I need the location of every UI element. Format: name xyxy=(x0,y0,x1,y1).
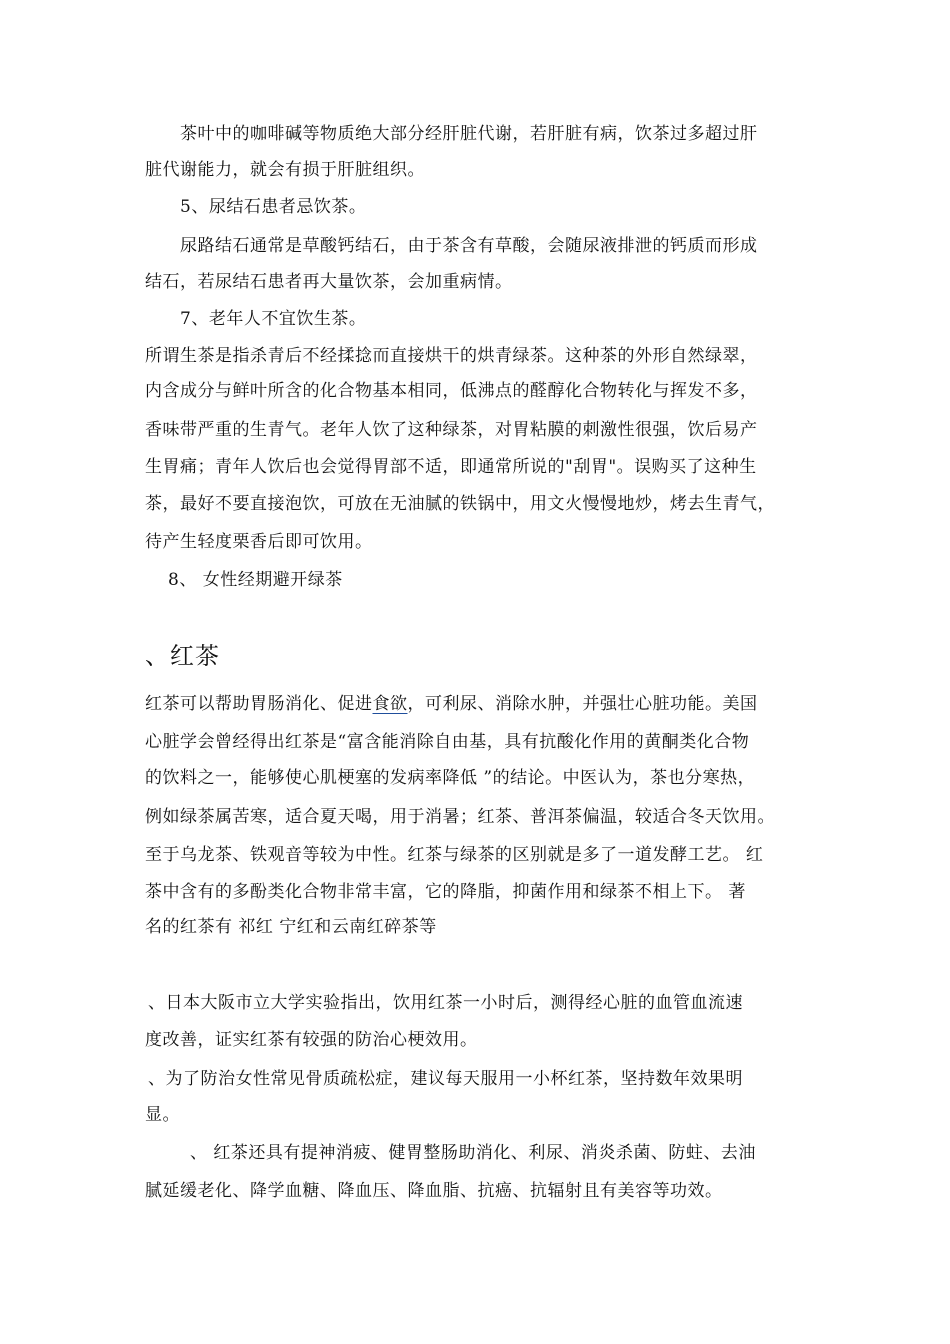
paragraph-line: 所谓生茶是指杀青后不经揉捻而直接烘干的烘青绿茶。这种茶的外形自然绿翠， xyxy=(145,346,758,366)
paragraph-line: 例如绿茶属苦寒，适合夏天喝，用于消暑；红茶、普洱茶偏温，较适合冬天饮用。 xyxy=(145,807,775,827)
paragraph-line: 的饮料之一，能够使心肌梗塞的发病率降低 ”的结论。中医认为，茶也分寒热， xyxy=(145,768,756,788)
food-appetite-link[interactable]: 食欲 xyxy=(372,694,408,714)
paragraph-line: 茶中含有的多酚类化合物非常丰富，它的降脂，抑菌作用和绿茶不相上下。 著 xyxy=(145,882,746,902)
paragraph-line: 名的红茶有 祁红 宁红和云南红碎茶等 xyxy=(145,917,437,937)
text-segment: ，可利尿、消除水肿，并强壮心脏功能。美国 xyxy=(407,694,758,714)
paragraph-line: 腻延缓老化、降学血糖、降血压、降血脂、抗癌、抗辐射且有美容等功效。 xyxy=(145,1181,723,1201)
section-heading: 、红茶 xyxy=(145,642,220,670)
paragraph-line: 待产生轻度栗香后即可饮用。 xyxy=(145,532,373,552)
paragraph-line xyxy=(145,693,810,715)
list-item-8: 8、 女性经期避开绿茶 xyxy=(168,570,343,590)
list-item-5: 5、尿结石患者忌饮茶。 xyxy=(180,197,367,217)
paragraph-line: 香味带严重的生青气。老年人饮了这种绿茶，对胃粘膜的刺激性很强，饮后易产 xyxy=(145,420,758,440)
text-segment: 红茶可以帮助胃肠消化、促进 xyxy=(145,694,373,714)
paragraph-line: 生胃痛；青年人饮后也会觉得胃部不适，即通常所说的"刮胃"。误购买了这种生 xyxy=(145,457,757,477)
paragraph-line: 、 红茶还具有提神消疲、健胃整肠助消化、利尿、消炎杀菌、防蛀、去油 xyxy=(190,1143,756,1163)
paragraph-line: 茶叶中的咖啡碱等物质绝大部分经肝脏代谢，若肝脏有病，饮茶过多超过肝 xyxy=(180,124,758,144)
paragraph-line: 结石，若尿结石患者再大量饮茶，会加重病情。 xyxy=(145,272,513,292)
list-item-7: 7、老年人不宜饮生茶。 xyxy=(180,309,367,329)
paragraph-line: 、日本大阪市立大学实验指出，饮用红茶一小时后，测得经心脏的血管血流速 xyxy=(148,993,743,1013)
paragraph-line: 茶，最好不要直接泡饮，可放在无油腻的铁锅中，用文火慢慢地炒，烤去生青气， xyxy=(145,494,775,514)
paragraph-line: 尿路结石通常是草酸钙结石，由于茶含有草酸，会随尿液排泄的钙质而形成 xyxy=(180,236,758,256)
paragraph-line: 内含成分与鲜叶所含的化合物基本相同，低沸点的醛醇化合物转化与挥发不多， xyxy=(145,381,758,401)
paragraph-line: 显。 xyxy=(145,1105,180,1125)
paragraph-line: 、为了防治女性常见骨质疏松症，建议每天服用一小杯红茶，坚持数年效果明 xyxy=(148,1069,743,1089)
paragraph-line: 度改善，证实红茶有较强的防治心梗效用。 xyxy=(145,1030,478,1050)
paragraph-line: 至于乌龙茶、铁观音等较为中性。红茶与绿茶的区别就是多了一道发酵工艺。 红 xyxy=(145,845,764,865)
paragraph-line: 脏代谢能力，就会有损于肝脏组织。 xyxy=(145,160,425,180)
paragraph-line: 心脏学会曾经得出红茶是“富含能消除自由基，具有抗酸化作用的黄酮类化合物 xyxy=(145,732,750,752)
